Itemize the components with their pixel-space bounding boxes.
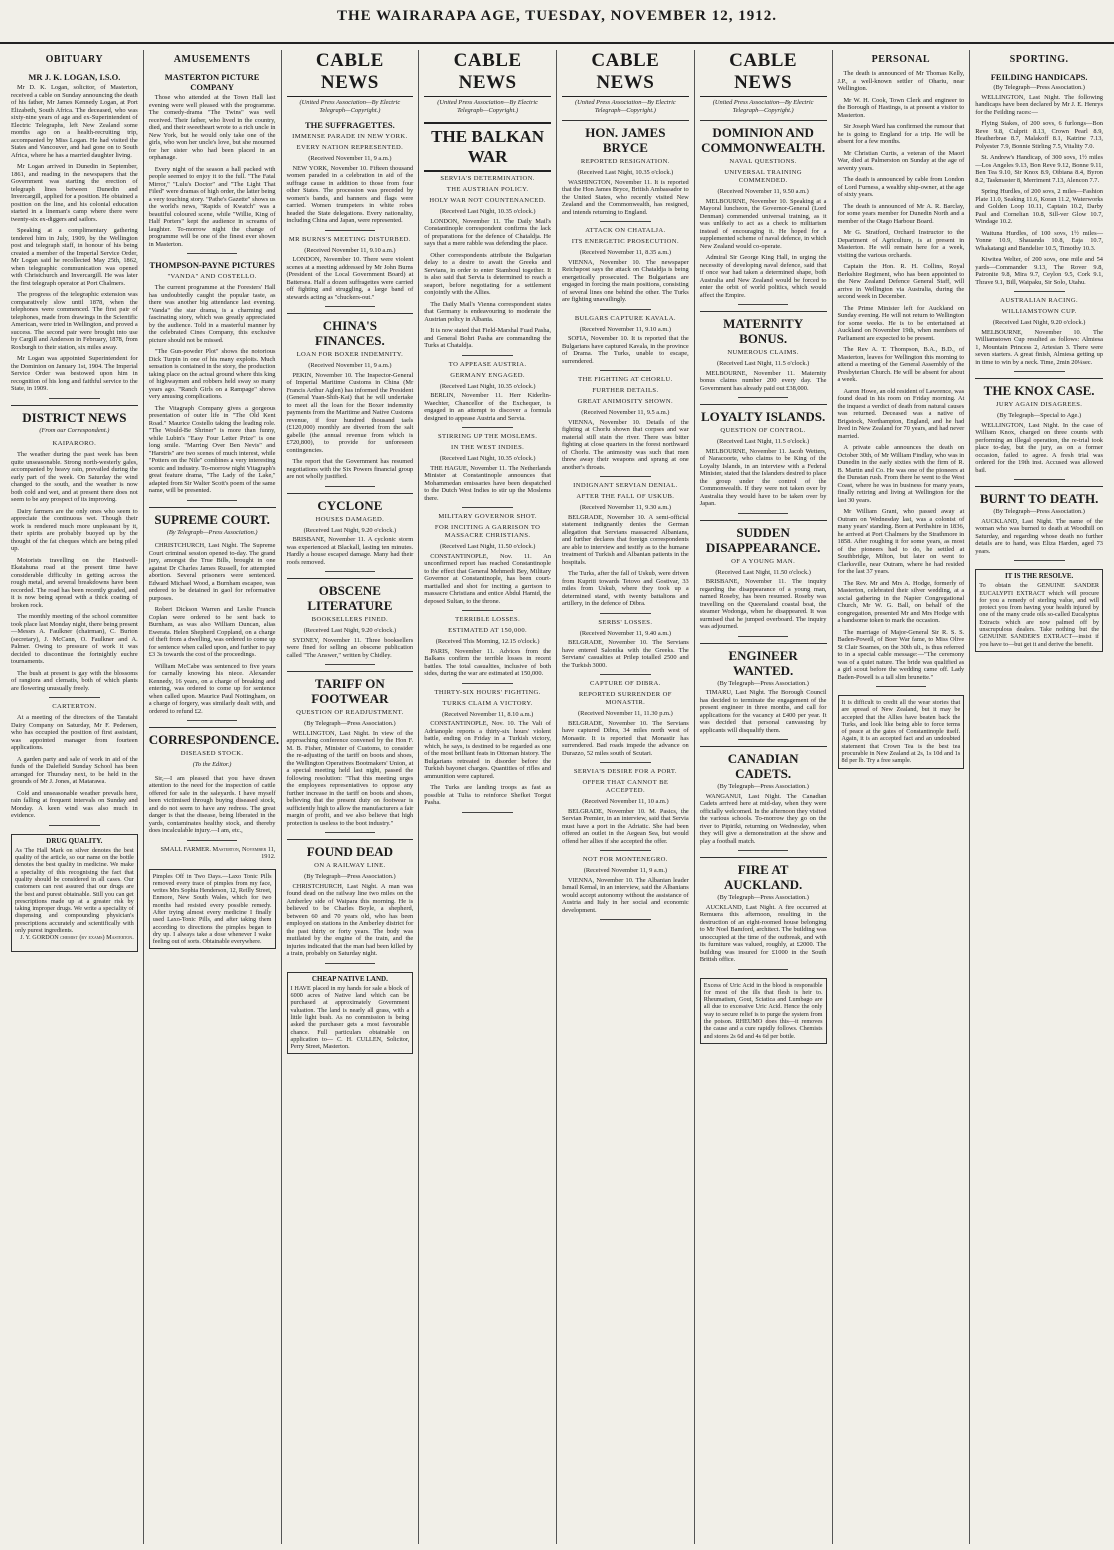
article-headline: INDIGNANT SERVIAN DENIAL. — [573, 482, 678, 489]
article-headline: THE FIGHTING AT CHORLU. — [578, 376, 673, 383]
article-paragraph: Mr Logan was appointed Superintendent for the Dominion on January 1st, 1904. The Imperial Service Order was bestowed upon him in recognition of his long and faithful service to the State, in 1909. — [11, 355, 138, 392]
column-2 — [144, 50, 282, 1544]
section-rule — [462, 355, 513, 356]
article-headline: FOUND DEAD — [287, 839, 414, 859]
article-paragraph: Mr Logan arrived in Dunedin in September, 1861, and reading in the newspapers that the Government was starting the erection of telegraph lines between Dunedin and Invercargill, applied for a position. He obtained a position on the line, and his colonial education started in a lineman's camp where there were twenty-six ex-diggers and sailors. — [11, 163, 138, 223]
article-paragraph: Sir Joseph Ward has confirmed the rumour that he is going to England for a trip. He will be absent for a few months. — [837, 123, 965, 145]
article-headline: WILLIAMSTOWN CUP. — [1001, 308, 1077, 315]
column-heading: CABLE NEWS — [700, 50, 827, 97]
article-paragraph: Waituna Hurdles, of 100 sovs, 1½ miles—Yonne 10.9, Shauanda 10.8, Eaja 10.7, Whakatangi and Bandelier 10.5, Timothy 10.3. — [975, 229, 1103, 252]
article-headline: THE SUFFRAGETTES. — [305, 120, 395, 130]
article-paragraph: AUCKLAND, Last Night. The name of the woman who was burned to death at Woodhill on Saturday, and regarding whose death no further details are to hand, was Eliza Harden, aged 73 years. — [975, 517, 1103, 555]
article-paragraph: BERLIN, November 11. Herr Kiderlin-Waechter, Chancellor of the Exchequer, is engaged in an attempt to discover a formula designed to appease Austria and Servia. — [424, 392, 551, 422]
article-paragraph: The marriage of Major-General Sir R. S. S. Baden-Powell, of Boer War fame, to Miss Olive St Clair Soames, on the 30th ult., is thus referred to in a special cable message:—"The ceremony was of a quiet nature. The bride was qualified as a girl scout before the wedding came off. Lady Baden-Powell is a tall slim brunette." — [837, 628, 965, 681]
article-paragraph: LONDON, November 10. There were violent scenes at a meeting addressed by Mr John Burns (President of the Local Government Board) at Battersea. Half a dozen suffragettes were carried off fighting and struggling, a large band of stewards acting as "chuckers-out." — [286, 256, 414, 301]
advertisement — [975, 569, 1103, 652]
article-headline: GERMANY ENGAGED. — [450, 371, 525, 379]
article-paragraph: Spring Hurdles, of 200 sovs, 2 miles—Fashion Plate 11.0, Seaking 11.6, Koran 11.2, Waterworks and Golden Loop 10.11, Captain 10.2, Darby Paul and Cornelian 10.8, Sill-ver Glow 10.7, Windage 10.2. — [975, 188, 1103, 225]
article-paragraph: The death is announced of Mr A. R. Barclay, for some years member for Dunedin North and a member of the Otago Harbour Board. — [837, 202, 965, 225]
article-paragraph: Kiwitea Welter, of 200 sovs, one mile and 54 yards—Commander 9.13, The Rover 9.8, Patronite 9.8, Mira 9.7, Ceylon 9.5, Cork 9.1, Thrave 9.1, Bill, Waipaku, Sir Solo, Utahu. — [975, 256, 1103, 286]
section-rule — [876, 686, 927, 687]
section-rule — [600, 674, 651, 675]
article-paragraph: The bush at present is gay with the blossoms of rangiora and clematis, both of which plants are flowering unusually freely. — [11, 669, 138, 692]
article-paragraph: Mr William Grant, who passed away at Outram on Wednesday last, was a colonist of many years' standing. Born at Perthshire in 1836, he arrived at Port Chalmers by the Strathmore in 1858. After roughing it for some years, as most of the pioneers had to do, he settled at Southbridge, Milton, but later on went to Clarksville, near Outram, where he had resided for the last 37 years. — [837, 508, 965, 575]
article-headline: OF A YOUNG MAN. — [731, 557, 796, 565]
article-paragraph: BRISBANE, November 11. A cyclonic storm was experienced at Blackall, lasting ten minutes. Hardly a house escaped damage. Many had their roofs removed. — [286, 536, 414, 566]
article-headline: EVERY NATION REPRESENTED. — [296, 144, 404, 151]
section-rule — [462, 610, 513, 611]
article-paragraph: It is now stated that Field-Marshal Fuad Pasha, and General Bohri Pasha are commanding the Turks at Chataldja. — [424, 327, 551, 349]
article-paragraph: A private cable announces the death on October 30th, of Mr William Findlay, who was in Dunedin in the early sixties with the firm of R. B. Martin and Co. He was one of the pioneers at the Dunstan rush. From there he went to the West Coast, where he was in business for many years, finally retiring and living at Wellington for the last 30 years. — [837, 444, 965, 504]
article-headline: CAPTURE OF DIBRA. — [590, 680, 661, 687]
article-dateline: (Received Last Night, 9.20 o'clock.) — [303, 526, 397, 534]
article-dateline: (Received Last Night, 10.35 o'clock.) — [439, 382, 536, 390]
section-rule — [738, 513, 789, 514]
column-4 — [419, 50, 557, 1544]
article-headline: MASTERTON PICTURE COMPANY — [164, 72, 260, 92]
article-paragraph: Mr Christian Curtis, a veteran of the Maori War, died at Palmerston on Sunday at the age of seventy years. — [837, 149, 965, 172]
article-headline: FIRE AT AUCKLAND. — [700, 857, 827, 892]
article-headline: QUESTION OF READJUSTMENT. — [296, 709, 404, 716]
article-headline: MR J. K. LOGAN, I.S.O. — [28, 72, 121, 82]
article-dateline: (By Telegraph—Press Association.) — [717, 894, 809, 901]
article-headline: BOOKSELLERS FINED. — [311, 616, 389, 623]
article-paragraph: WANGANUI, Last Night. The Canadian Cadets arrived here at mid-day, when they were officially welcomed. In the afternoon they visited the various schools. To-morrow they go on the river to Pipiriki, returning on Wednesday, when they will give a demonstration at the show and play a football match. — [699, 792, 827, 845]
article-headline: NAVAL QUESTIONS. — [729, 158, 797, 165]
article-paragraph: AUCKLAND, Last Night. A fire occurred at Remuera this afternoon, resulting in the destruction of an eight-roomed house belonging to Mr Noel Bamford, architect. The building was unoccupied at the time of the outbreak, and with its furniture was valued, roughly, at £2000. The building was insured for £1000 in the South British office. — [699, 903, 827, 963]
advertisement-text: As The Hall Mark on silver denotes the best quality of the article, so our name on the bottle denotes the best quality in medicine. We make a speciality of this recognising the fact that quality should be considered in all cases. Our customers can rest assured that our drugs are the best and purest obtainable. Still you can get prescriptions made up at a greater risk by taking improper drugs. We write a speciality of dispensing and compounding physician's prescriptions accurately and scientifically with only purest ingredients. — [15, 846, 134, 935]
article-paragraph: Speaking at a complimentary gathering tendered him in July, 1909, by the Wellington post and telegraph staff, in honour of his being created a member of the Imperial Service Order, Mr Logan said he recollected May 25th, 1862, when telegraphic communication was opened with Christchurch and Invercargill. He was later the first telegraph operator at Port Chalmers. — [11, 227, 138, 287]
section-rule — [187, 720, 238, 721]
article-paragraph: BELGRADE, November 10. The Servians have captured Dibra, 34 miles north west of Monastir. It is reported that Monastir has surrendered. Bad roads impede the advance on Durazzo, 52 miles south of Scutari. — [562, 719, 689, 757]
column-7 — [833, 50, 971, 1544]
article-dateline: (Received November 11, 9.40 a.m.) — [579, 629, 672, 637]
article-paragraph: BELGRADE, November 10. M. Pasics, the Servian Premier, in an interview, said that Servia must have a port in the Adriatic. She had been offered an outlet in the Aegean Sea, but would offend her allies if she accepted the offer. — [562, 807, 689, 845]
section-rule — [187, 840, 238, 841]
article-paragraph: A garden party and sale of work in aid of the funds of the Dalefield Sunday School has been arranged for Thursday next, to be held in the grounds of Mr J. Jones, at Matarawa. — [11, 755, 138, 785]
masthead — [0, 0, 1114, 44]
press-credit: (United Press Association—By Electric Telegraph—Copyright.) — [299, 99, 401, 114]
section-rule — [600, 370, 651, 371]
article-paragraph: MELBOURNE, November 10. Speaking at a Mayoral luncheon, the Governor-General (Lord Denman) commended universal training, as it was unlikely to act as a check to militarism instead of encouraging it. He hoped for a supplemented scheme of naval defence, in which New Zealand would co-operate. — [699, 197, 827, 250]
article-dateline: (Received November 11, 9 a.m.) — [308, 362, 392, 369]
advertisement-signature: J. Y. GORDON chemist (by exams) Masterton. — [20, 934, 134, 942]
advertisement-headline: DRUG QUALITY. — [46, 836, 103, 845]
article-headline: TURKS CLAIM A VICTORY. — [442, 699, 533, 707]
article-dateline: (Received Last Night, 10.35 o'clock.) — [439, 208, 536, 215]
article-headline: HOLY WAR NOT COUNTENANCED. — [429, 197, 546, 204]
article-headline: FEILDING HANDICAPS. — [990, 72, 1088, 82]
article-paragraph: BELGRADE, November 10. A semi-official statement indignantly denies the German allegation that Servians massacred Albanians, and further declares that foreign correspondents are able to interview and testify as to the humane treatment of Turkish and Albanian patients in the hospitals. — [562, 513, 689, 566]
newspaper-columns — [6, 50, 1108, 1544]
article-paragraph: Mr W. H. Cook, Town Clerk and engineer to the Borough of Hastings, is at present a visitor to Masterton. — [837, 96, 965, 119]
section-rule — [187, 253, 238, 254]
section-rule — [1014, 291, 1065, 292]
article-headline: "VANDA" AND COSTELLO. — [167, 273, 257, 280]
article-headline: SERVIA'S DESIRE FOR A PORT. — [573, 768, 677, 775]
column-heading: PERSONAL — [871, 54, 931, 65]
article-paragraph: CONSTANTINOPLE, Nov. 11. An unconfirmed report has reached Constantinople to the effect that General Mehmedi Bey, Military Governor at Constantinople, has been court-martialled and shot for inciting a garrison to massacre Christians and entice Abdul Hamid, the deposed Sultan, to the throne. — [424, 552, 551, 605]
article-paragraph: Every night of the season a hall packed with people seemed to enjoy it to the full. "The Fatal Mirror," "Lulu's Doctor" and "The Light That Filed" were dramas of high order, the latter being a very touching story. "Pathe's Gazette" shows us the world's news, "Rapids of Kwatch" was a beautiful coloured scene, while "Willie, King of Half Porters" kept the audience in screams of laughter. To-morrow night the change of programme will be one of the finest ever shown in Masterton. — [148, 165, 276, 248]
article-headline: THOMPSON-PAYNE PICTURES — [149, 260, 275, 270]
section-rule — [738, 739, 789, 740]
article-headline: LOYALTY ISLANDS. — [700, 404, 827, 424]
section-rule — [325, 664, 376, 665]
section-rule — [325, 963, 376, 964]
article-headline: THE AUSTRIAN POLICY. — [446, 186, 529, 193]
advertisement-text: It is difficult to credit all the wear stories that are spread of New Zealand, but it may be accepted that the Allies have beaten back the Turks, and look like being able to force terms of peace at the gates of Constantinople itself. Again, it is an accepted fact and an undoubted statement that Crown Tea is the best tea procurable in New Zealand at 2s, 1s 10d and 1s 8d per lb. Try a free sample. — [841, 699, 961, 765]
article-paragraph: CHRISTCHURCH, Last Night. The Supreme Court criminal session opened to-day. The grand jury, amongst the True Bills, brought in one against Dr Charles James Russell, for attempted abortion. Several prisoners were sentenced. Edward Michael Wood, a Burnham escapee, was ordered to be detained in gaol for reformative purposes. — [148, 542, 276, 602]
article-paragraph: Mr D. K. Logan, solicitor, of Masterton, received a cable on Sunday announcing the death of his father, Mr James Kennedy Logan, at Port Elizabeth, South Africa. The deceased, who was sixty-nine years of age and ex-Superintendent of Electric Telegraphs, left New Zealand some months ago on a health-recruiting trip, accompanied by Miss Logan. He had visited the States and Vancouver, and had gone on to South Africa, where he has a married daughter living. — [11, 84, 138, 159]
article-dateline: (Received Last Night, 10.35 o'clock.) — [577, 169, 674, 176]
article-dateline: (Received November 11, 8.10 a.m.) — [441, 710, 534, 718]
article-dateline: (Received November 11, 10 a.m.) — [582, 798, 669, 805]
article-dateline: (Received Last Night, 11.50 o'clock.) — [715, 568, 811, 576]
article-dateline: (By Telegraph—Press Association.) — [993, 84, 1085, 91]
article-paragraph: The Turks, after the fall of Uskub, were driven from Kupriti towards Tetovo and Gostivar, 33 miles from Uskub, where they took up a determined stand, with twenty battalions and artillery, in the defence of Dibra. — [562, 570, 689, 607]
article-headline: SUPREME COURT. — [149, 507, 276, 527]
article-dateline: (Received Last Night, 11.5 o'clock.) — [716, 438, 810, 445]
section-rule — [462, 683, 513, 684]
article-headline: SERBS' LOSSES. — [598, 618, 653, 626]
article-paragraph: St. Andrew's Handicap, of 300 sovs, 1½ miles—Los Angeles 9.13, Bon Reve 9.12, Bonne 9.11, Ben Tea 9.10, Sir Knox 8.9, Oibiana 8.4, Byron 8.2, Taskmaster 8, Merriment 7.13, Alencon 7.7. — [975, 154, 1103, 184]
section-rule — [325, 486, 376, 487]
article-headline: TO APPEASE AUSTRIA. — [448, 360, 527, 368]
article-paragraph: PEKIN, November 10. The Inspector-General of Imperial Maritime Customs in China (Mr Francis Arthur Aglen) has informed the President (General Yuan-Shih-Kai) that he will undertake to meet all the loan for the Boxer indemnity payments from the Maritime and Native Customs revenue, if four hundred thousand taels (£120,000) monthly are diverted from the salt gabelle (the annual revenue from which is £720,800), to provide for unforeseen contingencies. — [286, 371, 414, 454]
column-heading: CABLE NEWS — [562, 50, 689, 97]
section-rule — [1014, 560, 1065, 561]
article-paragraph: William McCabe was sentenced to five years for carnally knowing his niece. Alexander Kennedy, 16 years, on a charge of breaking and entering, was ordered to come up for sentence when called upon. Maurice Paul Nottingham, on a charge of forgery, was similarly dealt with, and ordered to refund £2. — [148, 662, 276, 715]
article-dateline: (Received Last Night, 11.5 o'clock.) — [716, 360, 810, 367]
article-headline: CARTERTON. — [52, 703, 97, 710]
article-dateline: (By Telegraph—Press Association.) — [993, 508, 1085, 515]
article-paragraph: The Rev. Mr and Mrs A. Hodge, formerly of Masterton, celebrated their silver wedding, at a social gathering in the Napier Congregational Church, Mr W. G. Ball, on behalf of the congregation, presented Mr and Mrs Hodge with a handsome token to mark the occasion. — [837, 579, 965, 624]
article-paragraph: Motorists travelling on the Hastwell-Ekatahuna road at the present time have considerable difficulty in getting across the rough metal, and several breakdowns have been recorded. The road has been recently graded, and it is now being spread with a thick coating of broken rock. — [11, 556, 138, 609]
section-rule — [600, 919, 651, 920]
column-heading: AMUSEMENTS — [173, 54, 251, 65]
article-paragraph: The Daily Mail's Vienna correspondent states that Germany is endeavouring to moderate the Austrian policy in Albania. — [424, 300, 551, 323]
article-paragraph: BRISBANE, November 11. The inquiry regarding the disappearance of a young man, named Roseby, has been resumed. Roseby was travelling on the Queensland coastal boat, the steamer Wodonga, when he disappeared. It was surmised that he jumped overboard. The inquiry was adjourned. — [699, 578, 827, 630]
article-headline: JURY AGAIN DISAGREES. — [995, 401, 1083, 408]
article-paragraph: Other correspondents attribute the Bulgarian delay to a desire to await the Greeks and Servians, in order to enter Stamboul together. It is also said that Servia is determined to reach a seaport, before negotiating for a settlement conjointly with the Allies. — [424, 251, 551, 296]
article-headline: KAIPARORO. — [52, 440, 97, 447]
article-paragraph: PARIS, November 11. Advices from the Balkans confirm the terrible losses in recent battles. The total casualties, inclusive of both sides, during the war are estimated at 150,000. — [424, 647, 551, 677]
article-headline: MR BURNS'S MEETING DISTURBED. — [288, 235, 411, 243]
article-paragraph: The monthly meeting of the school committee took place last Monday night, there being present—Messrs A. Faulkner (chairman), C. Burton (secretary), J. McCann, O. Faulkner and A. Palmer. Owing to pressure of work it was decided to discontinue the fortnightly euchre tournaments. — [11, 613, 138, 665]
article-paragraph: The Prime Minister left for Auckland on Sunday evening. He will not return to Wellington for some weeks. He is to be entertained at Auckland on November 19th, when members of Parliament are expected to be present. — [837, 304, 965, 342]
section-rule — [325, 230, 376, 231]
newspaper-title: THE WAIRARAPA AGE, TUESDAY, NOVEMBER 12, 1912. — [337, 8, 777, 24]
article-paragraph: "The Gun-powder Plot" shows the notorious Dick Turpin in one of his many exploits. Much sensation is contained in the story, the production taking place on the actual ground where this king of highwaymen and robbers held sway so many years ago. "Ranch Girls on a Rampage" shows very amusing complications. — [148, 348, 276, 400]
article-paragraph: WELLINGTON, Last Night. In the case of William Knox, charged on three counts with performing an illegal operation, the re-trial took place to-day, but the jury, as on a former occasion, failed to agree. A fresh trial was ordered for the 19th inst. Accused was allowed bail. — [975, 421, 1103, 474]
article-paragraph: The Turks are landing troops as fast as possible at Tulia to reinforce Shefket Torgut Pasha. — [424, 784, 551, 806]
article-paragraph: Aaron Howe, an old resident of Lawrence, was found dead in his room on Friday morning. At the inquest a verdict of death from natural causes was returned. Deceased was a native of Brigstock, Northampton, England, and he had lived in New Zealand for 70 years, and had never married. — [837, 387, 965, 440]
article-dateline: (Received November 11, 9 a.m.) — [583, 867, 668, 874]
article-headline: SERVIA'S DETERMINATION. — [440, 175, 535, 182]
section-rule — [738, 636, 789, 637]
article-paragraph: MELBOURNE, November 10. The Williamstown Cup resulted as follows: Almiesa 1, Mountain Princess 2, Artesian 3. There were seven starters. A great finish, Almiesa getting up in time to win by a neck. Time, 2min 20¼sec. — [975, 328, 1103, 366]
article-paragraph: Those who attended at the Town Hall last evening were well pleased with the programme. The comedy-drama "The Twins" was well received. Their father, who lived in the country, died, and their sweetheart wrote to a rich uncle in New York, but he would only take one of the girls, who won her uncle's love, but she mourned for her sister who had been placed in an orphanage. — [148, 94, 276, 161]
section-rule — [49, 697, 100, 698]
article-headline: MATERNITY BONUS. — [700, 311, 827, 346]
article-credit: (To the Editor.) — [192, 761, 232, 768]
article-paragraph: VIENNA, November 10. The Albanian leader Ismail Kemal, in an interview, said the Albanians would accept autonomy without the assistance of Austria and Italy in her social and economic development. — [562, 876, 689, 914]
article-dateline: (By Telegraph—Press Association.) — [304, 873, 396, 880]
article-paragraph: CHRISTCHURCH, Last Night. A man was found dead on the railway line two miles on the Amberley side of Waipara this morning. He is believed to be Charles Boyle, a shepherd, between 60 and 70 years old, who has been employed on stations in the Amberley district for the past thirty or forty years. The body was mutilated by the engine of the train, and the injuries indicated that the man had been killed by a train, probably on Saturday night. — [286, 882, 414, 957]
article-paragraph: LONDON, November 11. The Daily Mail's Constantinople correspondent confirms the lack of preparations for the defence of Chataldja. He says that a mere rabble was defending the place. — [424, 217, 551, 247]
article-paragraph: The report that the Government has resumed negotiations with the Six Powers financial group are not wholly justified. — [286, 458, 414, 480]
article-headline: OFFER THAT CANNOT BE ACCEPTED. — [582, 779, 669, 794]
letter-signature: SMALL FARMER. Masterton, November 11, 1912. — [160, 845, 276, 860]
article-headline: IN THE WEST INDIES. — [451, 444, 525, 451]
article-headline: HON. JAMES BRYCE — [562, 120, 689, 155]
article-dateline: (Received Last Night, 9.20 o'clock.) — [992, 319, 1086, 326]
column-6 — [695, 50, 833, 1544]
article-paragraph: Flying Stakes, of 200 sovs, 6 furlongs—Bon Reve 9.8, Culprit 8.13, Crown Pearl 8.9, Heatherbrae 8.7, Malakoff 8.1, Katrine 7.13, Polyester 7.9, Bonnie Stirling 7.5, Vitality 7.0. — [975, 120, 1103, 150]
article-headline: THE BALKAN WAR — [424, 122, 551, 172]
article-headline: TERRIBLE LOSSES. — [455, 616, 521, 623]
article-headline: CORRESPONDENCE. — [149, 727, 276, 747]
section-rule — [600, 221, 651, 222]
article-headline: LOAN FOR BOXER INDEMNITY. — [296, 351, 404, 358]
section-rule — [49, 825, 100, 826]
article-dateline: (Received November 11, 9.10 a.m.) — [304, 246, 396, 254]
article-headline: DISTRICT NEWS — [11, 405, 138, 425]
section-rule — [600, 762, 651, 763]
advertisement — [838, 695, 965, 769]
section-rule — [600, 613, 651, 614]
article-headline: OBSCENE LITERATURE — [287, 578, 414, 613]
article-paragraph: The Rev A. T. Thompson, B.A., B.D., of Masterton, leaves for Wellington this morning to attend a meeting of the General Assembly of the Presbyterian Church. He will be absent for about a week. — [837, 346, 965, 383]
press-credit: (United Press Association—By Electric Telegraph—Copyright.) — [437, 99, 538, 114]
article-dateline: (By Telegraph—Special to Age.) — [997, 412, 1082, 419]
section-rule — [187, 500, 238, 501]
article-dateline: (Received Last Night, 9.20 o'clock.) — [303, 627, 397, 634]
section-rule — [1014, 479, 1065, 480]
article-headline: STIRRING UP THE MOSLEMS. — [437, 433, 538, 440]
section-rule — [462, 507, 513, 508]
article-headline: BULGARS CAPTURE KAVALA. — [574, 314, 676, 322]
article-paragraph: The death is announced of Mr Thomas Kelly, J.P., a well-known settler of Ohariu, near Wellington. — [837, 70, 965, 92]
article-headline: HOUSES DAMAGED. — [315, 515, 385, 523]
section-rule — [600, 850, 651, 851]
article-headline: DISEASED STOCK. — [180, 750, 244, 757]
article-headline: SUDDEN DISAPPEARANCE. — [700, 520, 827, 555]
article-paragraph: Robert Dickson Warren and Leslie Francis Coplan were ordered to be sent back to Burnham, as was also William Duncan, alias Ewerata. Helen Shepherd Coppland, on a charge of theft from a dwelling, was ordered to come up for sentence when called upon, and further to pay £3 3s towards the cost of the proceedings. — [148, 606, 276, 658]
article-headline: ON A RAILWAY LINE. — [314, 862, 386, 869]
article-headline: CHINA'S FINANCES. — [287, 313, 414, 348]
advertisement-headline: IT IS THE RESOLVE. — [1004, 572, 1074, 580]
article-paragraph: TIMARU, Last Night. The Borough Council has decided to terminate the engagement of the present engineer in three months, and call for applications for the vacancy at £400 per year. It was decided that personal canvassing by applicants will disqualify them. — [699, 689, 827, 734]
article-headline: REPORTED SURRENDER OF MONASTIR. — [578, 691, 672, 706]
article-headline: ESTIMATED AT 150,000. — [448, 627, 528, 634]
article-paragraph: Mr G. Stratford, Orchard Instructor to the Department of Agriculture, is at present in Masterton. He will remain here for a week, visiting the various orchards. — [837, 229, 965, 259]
article-paragraph: WASHINGTON, November 11. It is reported that the Hon James Bryce, British Ambassador to the United States, who recently visited New Zealand and the Commonwealth, has resigned, and intends returning to England. — [562, 178, 689, 216]
article-paragraph: The progress of the telegraphic extension was comparatively slow until 1878, when the telephones were commenced. The first pair of telephones, made from drawings in the Scientific American, were tried in Wellington, and proved a success. The second pair were brought into use by Cargill and Anderson in February, 1878, from Roxburgh to their station, six miles away. — [11, 291, 138, 351]
article-paragraph: BELGRADE, November 10. The Servians have entered Salonika with the Greeks. The Servians' casualties at Prilep totalled 2500 and the Turkish 3000. — [562, 639, 689, 669]
article-paragraph: NEW YORK, November 10. Fifteen thousand women paraded in a celebration in aid of the suffrage cause in addition to those from four other States. The procession was preceded by women's bands, and banners and flags were carried. Women trumpeters in white robes headed the State delegations. Every nationality, including China and Japan, were represented. — [286, 164, 414, 224]
press-credit: (United Press Association—By Electric Telegraph—Copyright.) — [712, 99, 814, 114]
section-rule — [738, 850, 789, 851]
article-headline: AUSTRALIAN RACING. — [1000, 297, 1079, 304]
article-headline: CYCLONE — [287, 493, 414, 513]
article-paragraph: WELLINGTON, Last Night. The following handicaps have been declared by Mr J. E. Henrys for the Feilding races:— — [975, 93, 1103, 116]
article-headline: IMMENSE PARADE IN NEW YORK. — [292, 133, 408, 140]
section-rule — [325, 571, 376, 572]
article-dateline: (Received November 11, 11.30 p.m.) — [578, 710, 673, 717]
column-8 — [970, 50, 1108, 1544]
article-headline: TARIFF ON FOOTWEAR — [287, 671, 414, 706]
article-dateline: (Received November 11, 9.5 a.m.) — [581, 409, 670, 416]
article-dateline: (By Telegraph—Press Association.) — [717, 783, 809, 790]
advertisement — [149, 869, 276, 950]
advertisement — [700, 978, 827, 1044]
article-headline: REPORTED RESIGNATION. — [580, 158, 670, 165]
article-paragraph: The weather during the past week has been quite unseasonable. Strong north-westerly gales, accompanied by heavy rain, prevailed during the early part of the week. On Saturday the wind changed to the south, and the weather is now both cold and wet, and at present there does not seem to be any prospect of its improving. — [11, 451, 138, 503]
column-heading: SPORTING. — [1009, 54, 1069, 65]
section-rule — [325, 306, 376, 307]
article-headline: ENGINEER WANTED. — [700, 643, 827, 678]
article-headline: THE KNOX CASE. — [975, 378, 1103, 398]
section-rule — [49, 398, 100, 399]
section-rule — [325, 832, 376, 833]
advertisement — [11, 834, 138, 952]
section-rule — [600, 309, 651, 310]
section-rule — [1014, 371, 1065, 372]
article-paragraph: MELBOURNE, November 11. Jacob Wetters, of Naracoorte, who claims to be King of the Loyalty Islands, in an interview with a Federal Minister, stated that the Islanders desired to place the group under the control of the Commonwealth. If they were not taken over by Australia they would have to be taken over by Japan. — [699, 447, 827, 507]
article-paragraph: At a meeting of the directors of the Taratahi Dairy Company on Saturday, Mr F. Pedersen, who has occupied the position of first assistant, was appointed manager from fourteen applications. — [11, 714, 138, 751]
article-headline: UNIVERSAL TRAINING COMMENDED. — [724, 169, 802, 184]
column-1 — [6, 50, 144, 1544]
column-5 — [557, 50, 695, 1544]
article-headline: GREAT ANIMOSITY SHOWN. — [577, 398, 674, 405]
article-credit: (By Telegraph—Press Association.) — [166, 528, 258, 536]
article-paragraph: Sir,—I am pleased that you have drawn attention to the need for the inspection of cattle offered for sale in the saleyards. I have myself been victimised through buying diseased stock, and do not seem to have any redress. The great danger is that the disease, being liberated in the yards, contaminates healthy stock, and thereby does incalculable injury.—I am, etc., — [148, 774, 276, 834]
article-paragraph: Dairy farmers are the only ones who seem to appreciate the continuous wet. Though their work is rendered much more unpleasant by it, their spirits are probably buoyed up by the thought of the fat cheques which are being piled up. — [11, 507, 138, 552]
article-dateline: (Received November 11, 9.50 a.m.) — [717, 188, 809, 195]
article-paragraph: CONSTANTINOPLE, Nov. 10. The Vali of Adrianople reports a thirty-six hours' violent battle, ending on Friday in a Turkish victory, which, he says, is destined to be regarded as one of the most brilliant feats in Ottoman history. The Bulgarians retreated in disorder before the Turkish bayonet charges. Quantities of rifles and ammunition were captured. — [424, 720, 551, 780]
advertisement-headline: CHEAP NATIVE LAND. — [311, 974, 388, 983]
section-rule — [738, 969, 789, 970]
article-dateline: (Received November 11, 9 a.m.) — [308, 155, 392, 162]
press-credit: (United Press Association—By Electric Telegraph—Copyright.) — [575, 99, 676, 114]
article-headline: NUMEROUS CLAIMS. — [727, 349, 799, 356]
article-dateline: (By Telegraph—Press Association.) — [304, 720, 396, 727]
section-rule — [738, 304, 789, 305]
article-headline: AFTER THE FALL OF USKUB. — [576, 493, 675, 500]
article-headline: ITS ENERGETIC PROSECUTION. — [571, 238, 680, 245]
article-dateline: (Received This Morning, 12.15 o'clock.) — [435, 638, 540, 645]
article-dateline: (Received November 11, 9.10 a.m.) — [579, 325, 672, 333]
section-rule — [462, 427, 513, 428]
article-dateline: (Received November 11, 9.30 a.m.) — [579, 504, 672, 511]
article-paragraph: Admiral Sir George King Hall, in urging the necessity of developing naval defence, said that if once war had taken a determined shape, both Australia and New Zealand would be forced to enter the orbit of world politics, which would affect the Empire. — [699, 254, 827, 299]
article-paragraph: MELBOURNE, November 11. Maternity bonus claims number 200 every day. The Government has already paid out £38,000. — [699, 369, 827, 392]
article-headline: THIRTY-SIX HOURS' FIGHTING. — [434, 688, 541, 696]
advertisement-text: To obtain the GENUINE SANDER EUCALYPTI EXTRACT which will procure for you a remedy of sterling value, and will protect you from having your health injured by one of the many crude oils so-called Eucalyptus Extracts which are now palmed off by unscrupulous dealers. Take nothing but the GENUINE SANDER'S EXTRACT—insist if you have to—but get it and derive the benefit. — [979, 582, 1099, 648]
section-rule — [600, 476, 651, 477]
article-headline: FOR INCITING A GARRISON TO MASSACRE CHRISTIANS. — [434, 524, 541, 539]
article-headline: DOMINION AND COMMONWEALTH. — [700, 120, 827, 155]
article-headline: QUESTION OF CONTROL. — [720, 427, 806, 434]
advertisement-text: I HAVE placed in my hands for sale a block of 6000 acres of Native land which can be purchased at approximately Government valuation. The land is nearly all grass, with a little light bush. As no commission is being asked the purchaser gets a most favourable chance. Full particulars obtainable on application to— C. H. CULLEN, Solicitor, Perry Street, Masterton. — [290, 984, 410, 1051]
article-headline: ATTACK ON CHATALJA. — [585, 227, 666, 234]
column-heading: OBITUARY — [45, 54, 104, 65]
article-headline: MILITARY GOVERNOR SHOT. — [438, 513, 537, 520]
article-paragraph: The Vitagraph Company gives a gorgeous presentation of outer life in "The Old Kent Road." Maurice Costello taking the leading role. "The Would-Be Shriner" is more than funny, while Lubin's "Easy Four Letter Prize" is one long smile. "Marring Over Ben Nevis" and "Harstris" are two scenes of much interest, while "Potters on the Nile" combines a very interesting scenic and industry. To-morrow night Vitagraph's great feature drama, "The Lady of the Lake," adapted from Sir Walter Scott's poem of the same name, will be presented. — [148, 404, 276, 494]
column-3 — [282, 50, 420, 1544]
article-paragraph: SYDNEY, November 11. Three booksellers were fined for selling an obscene publication called "The Answer," written by Chidley. — [286, 636, 414, 659]
article-headline: CANADIAN CADETS. — [700, 746, 827, 781]
advertisement — [287, 972, 414, 1055]
article-paragraph: The current programme at the Foresters' Hall has undoubtedly caught the popular taste, as there was another big attendance last evening. "Vanda" the star drama, is a charming and fascinating story, which was greatly appreciated by the audience. Told in a masterful manner by the celebrated Cines Company, this exclusive picture should not be missed. — [148, 284, 276, 344]
article-paragraph: Cold and unseasonable weather prevails here, rain falling at frequent intervals on Sunday and Monday. A keen wind was also much in evidence. — [11, 789, 138, 819]
article-paragraph: VIENNA, November 10. The newspaper Reichspost says the attack on Chataldja is being energetically prosecuted. The Bulgarians are engaged in forcing the main positions, consisting of several lines one behind the other. The Turks are fighting unavailingly. — [562, 258, 689, 303]
article-dateline: (By Telegraph—Press Association.) — [717, 679, 809, 687]
article-paragraph: THE HAGUE, November 11. The Netherlands Minister at Constantinople announces that Mohammedan emissaries have been despatched to the Dutch West Indies to stir up the Moslems there. — [424, 464, 551, 502]
article-paragraph: VIENNA, November 10. Details of the fighting at Chorlu shown that corpses and war material still stain the river. There was bitter fighting at close quarters in the forest northward of Chorlu. The animosity was such that men threw away their weapons and sprang at one another's throats. — [562, 418, 689, 471]
advertisement-text: Excess of Uric Acid in the blood is responsible for most of the ills that flesh is heir to. Rheumatism, Gout, Sciatica and Lumbago are all due to excessive Uric Acid. Hence the only way to secure relief is to purge the system from the poison. RHEUMO does this—it removes the cause and a cure rapidly follows. Chemists and stores 2s 6d and 4s 6d per bottle. — [703, 981, 823, 1040]
article-paragraph: WELLINGTON, Last Night. In view of the approaching conference convened by the Hon F. M. B. Fisher, Minister of Customs, to consider the re-adjusting of the tariff on boots and shoes, the Wellington Operatives Bootmakers' Union, at a special meeting held last night, passed the following resolution: "That this meeting urges the employees representatives to oppose any further increase in the tariff on boots and shoes, believing that the present duty on footwear is sufficiently high to allow the manufacturers a fair margin of profit, and we also believe that high protection is useless to the boot industry." — [286, 729, 414, 827]
article-paragraph: The death is announced by cable from London of Lord Furness, a wealthy ship-owner, at the age of sixty years. — [837, 176, 965, 198]
article-paragraph: SOFIA, November 10. It is reported that the Bulgarians have captured Kavala, in the province of Drama. The Turks, unable to escape, surrendered. — [562, 335, 689, 365]
article-dateline: (Received Last Night, 11.50 o'clock.) — [439, 543, 536, 550]
section-rule — [738, 397, 789, 398]
column-heading: CABLE NEWS — [287, 50, 414, 97]
article-headline: BURNT TO DEATH. — [975, 486, 1103, 506]
article-headline: NOT FOR MONTENEGRO. — [582, 856, 668, 863]
article-paragraph: Captain the Hon. R. H. Collins, Royal Berkshire Regiment, who has been appointed to the New Zealand Defence General Staff, will arrive in Wellington via Australia, during the second week in December. — [837, 263, 965, 300]
article-dateline: (Received Last Night, 10.35 o'clock.) — [439, 455, 536, 462]
article-credit: (From our Correspondent.) — [39, 426, 110, 434]
section-rule — [462, 812, 513, 813]
article-dateline: (Received November 11, 8.35 a.m.) — [579, 249, 672, 256]
advertisement-text: Pimples Off in Two Days.—Laxo Tonic Pills removed every trace of pimples from my face, writes Mrs Sophia Henderson, 12, Reilly Street, Enmore, New South Wales, which for two months had resisted every possible remedy. After trying almost every medicine I finally used Laxo-Tonic Pills, and after taking them according to directions the pimples began to dry up. I always take a dose whenever I wake feeling out of sorts. Obtainable everywhere. — [152, 872, 272, 946]
column-heading: CABLE NEWS — [424, 50, 551, 97]
article-headline: FURTHER DETAILS. — [592, 387, 659, 394]
